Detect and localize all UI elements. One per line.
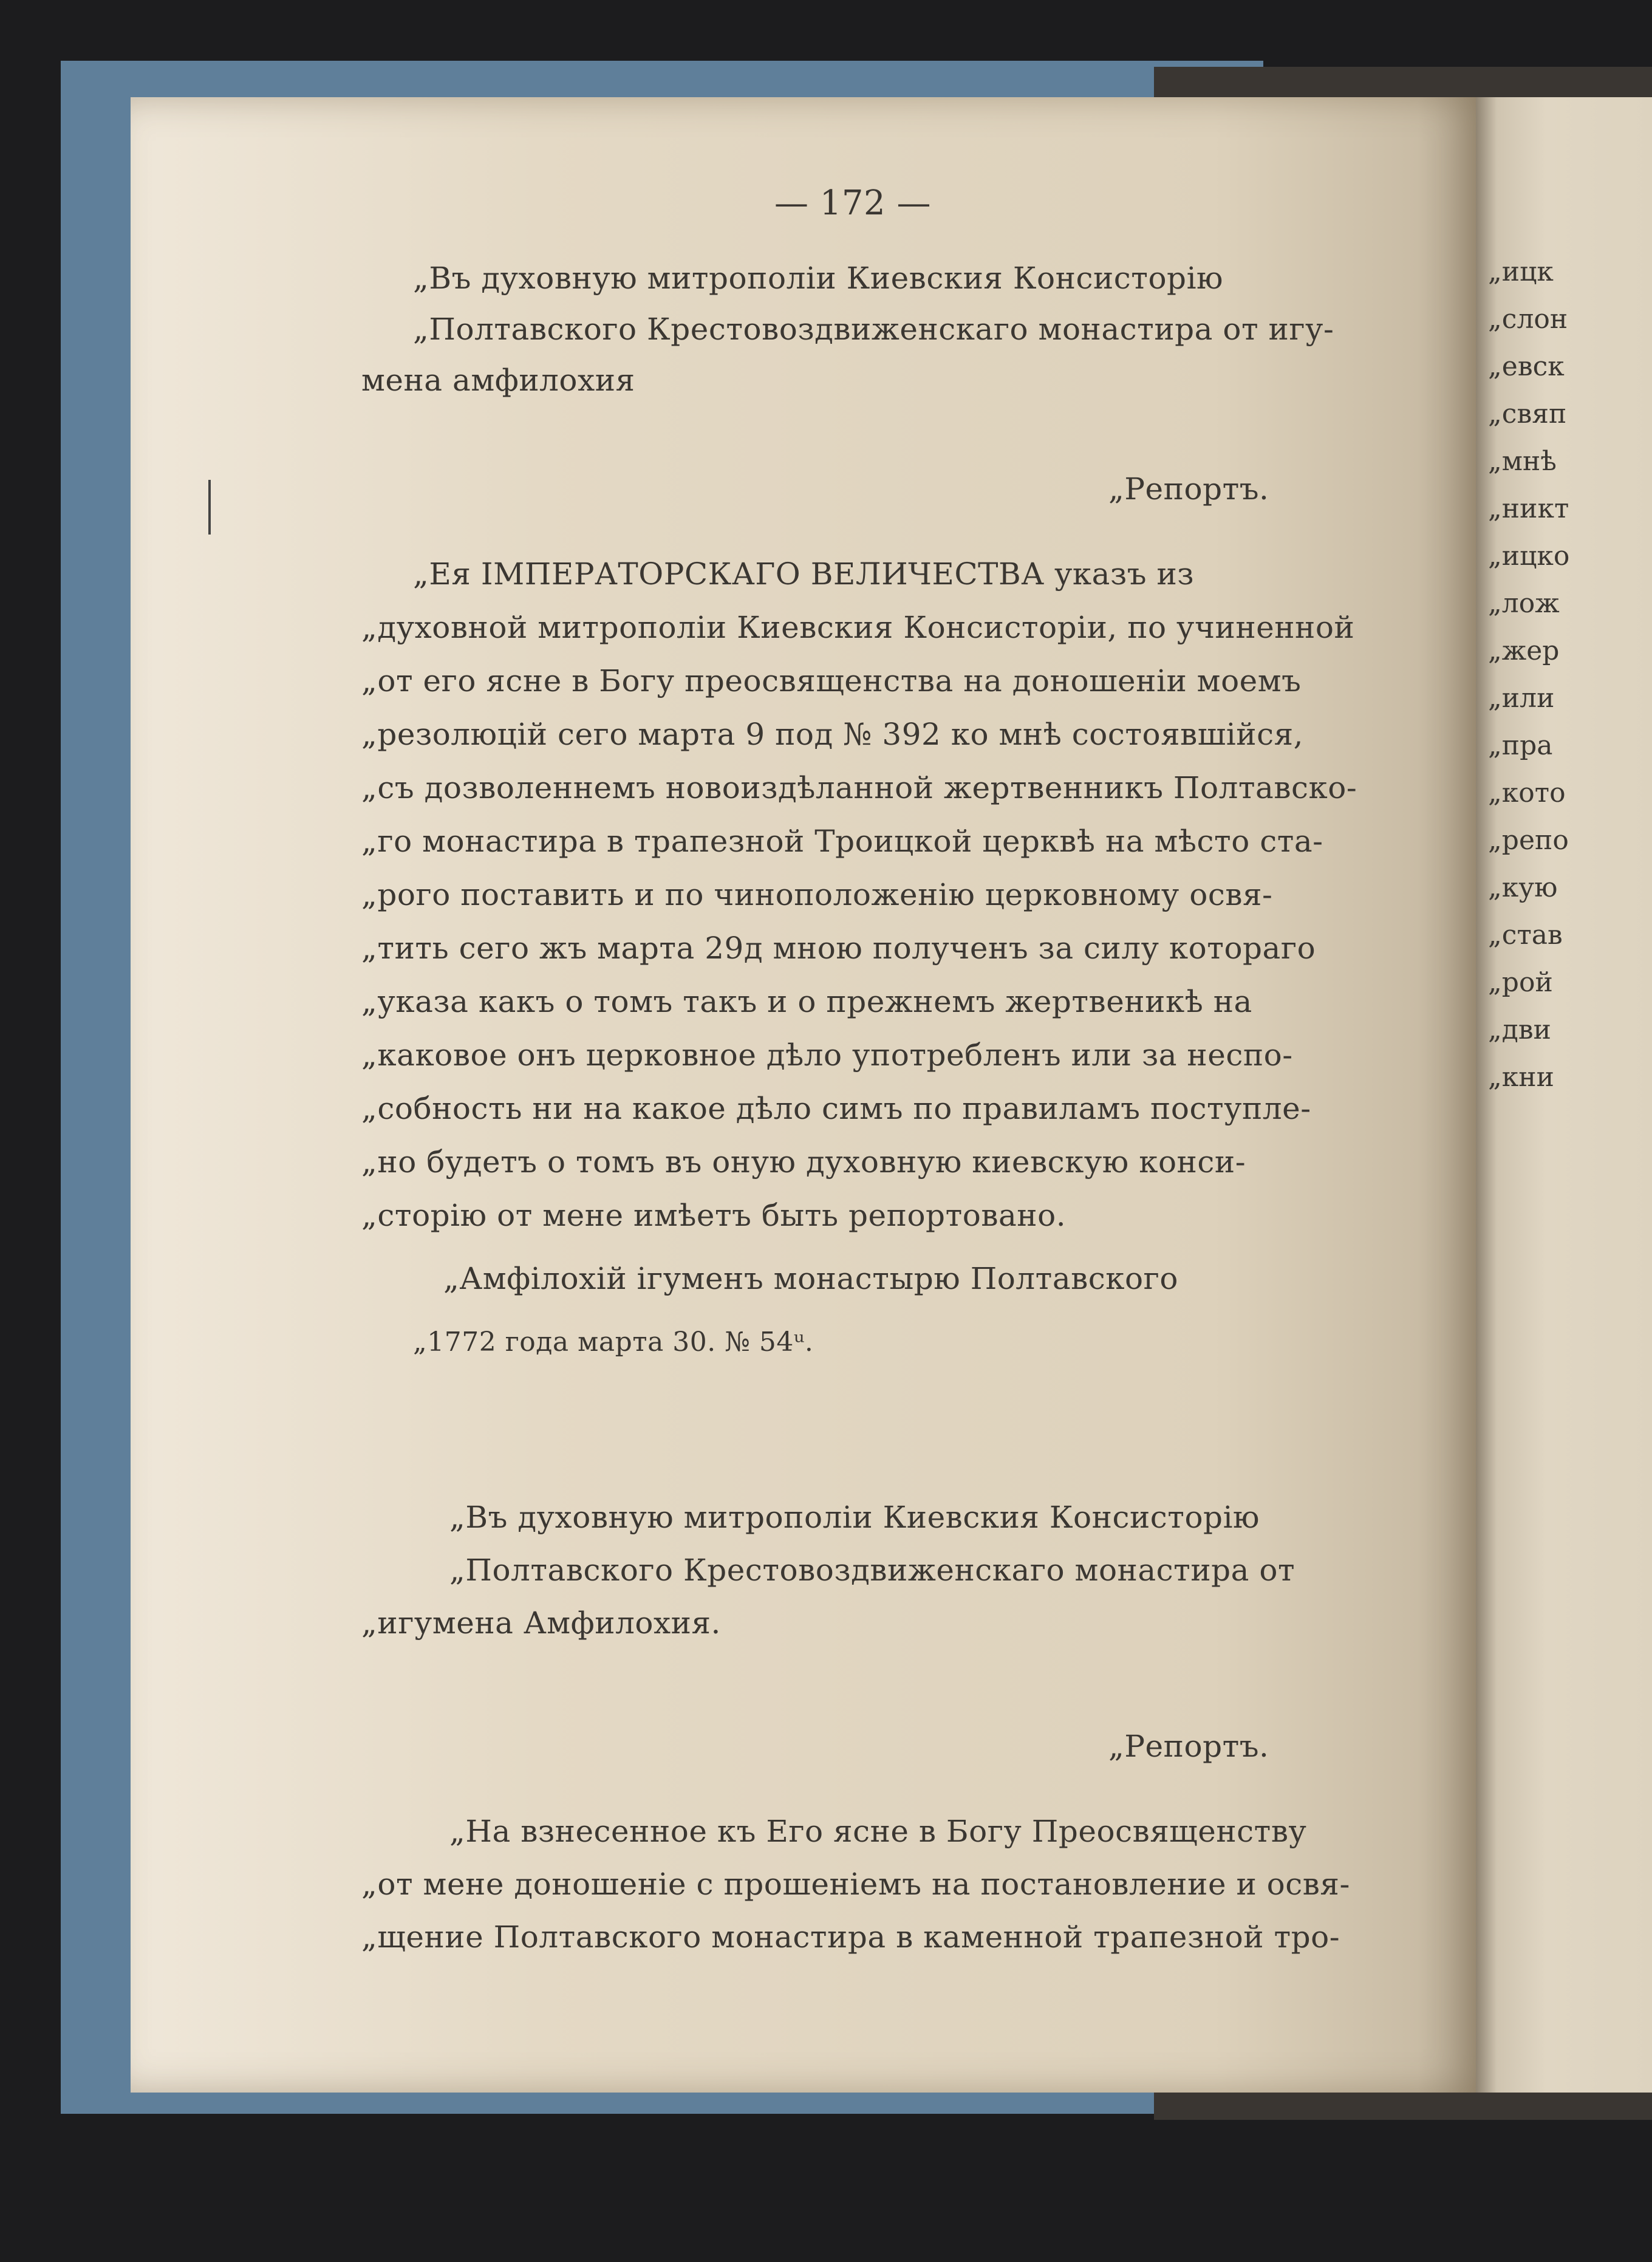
- right-page-fragment: „или: [1488, 683, 1555, 714]
- heading-report: „Репортъ.: [1108, 471, 1269, 507]
- text-line: „щение Полтавского монастира в каменной трапезной тро-: [361, 1919, 1340, 1955]
- right-page-fragment: „никт: [1488, 493, 1569, 524]
- text-line: „го монастира в трапезной Троицкой церквѣ на мѣсто ста-: [361, 824, 1323, 859]
- right-page-fragment: „пра: [1488, 730, 1553, 761]
- signature-line: „Амфілохій ігуменъ монастырю Полтавского: [443, 1261, 1178, 1296]
- text-line: „резолюцій сего марта 9 под № 392 ко мнѣ состоявшійся,: [361, 717, 1304, 752]
- text-line: „указа какъ о томъ такъ и о прежнемъ жертвеникѣ на: [361, 984, 1252, 1019]
- right-page-fragment: „свяп: [1488, 398, 1567, 429]
- right-page-fragment: „мнѣ: [1488, 446, 1557, 477]
- right-page-fragment: „кую: [1488, 872, 1558, 903]
- pencil-mark: [208, 480, 211, 535]
- text-line: „игумена Амфилохия.: [361, 1605, 721, 1641]
- text-line: „но будетъ о томъ въ оную духовную киевскую конси-: [361, 1144, 1246, 1180]
- text-line: „духовной митрополіи Киевския Консисторіи, по учиненной: [361, 610, 1355, 645]
- right-page-fragment: „кото: [1488, 777, 1566, 808]
- text-line: „рого поставить и по чиноположенію церковному освя-: [361, 877, 1273, 912]
- right-page-fragment: „став: [1488, 920, 1563, 951]
- text-line: „Въ духовную митрополіи Киевския Консисторію: [449, 1500, 1260, 1535]
- right-page-fragment: „кни: [1488, 1062, 1554, 1093]
- text-line: „тить сего жъ марта 29д мною полученъ за силу котораго: [361, 931, 1316, 966]
- page-number: — 172 —: [774, 183, 931, 223]
- text-line: „от его ясне в Богу преосвященства на доношеніи моемъ: [361, 663, 1302, 699]
- text-line: „съ дозволеннемъ новоиздѣланной жертвенникъ Полтавско-: [361, 770, 1357, 805]
- text-line: „Въ духовную митрополіи Киевския Консисторію: [413, 261, 1224, 296]
- right-page-fragment: „ицко: [1488, 541, 1570, 572]
- right-page-fragment: „ицк: [1488, 256, 1554, 287]
- heading-report: „Репортъ.: [1108, 1729, 1269, 1764]
- right-page-fragment: „лож: [1488, 588, 1560, 619]
- right-page-fragment: „слон: [1488, 304, 1568, 335]
- text-line: „сторію от мене имѣетъ быть репортовано.: [361, 1198, 1067, 1233]
- text-line: „каковое онъ церковное дѣло употребленъ или за неспо-: [361, 1037, 1293, 1073]
- right-page-fragment: „евск: [1488, 351, 1565, 382]
- right-page-fragment: „дви: [1488, 1014, 1551, 1045]
- text-line: „Полтавского Крестовоздвиженскаго монастира от: [449, 1553, 1295, 1588]
- text-line: „Полтавского Крестовоздвиженскаго монастира от игу-: [413, 312, 1334, 347]
- text-line: „от мене доношеніе с прошеніемъ на постановление и освя-: [361, 1867, 1350, 1902]
- right-page-fragment: „жер: [1488, 635, 1560, 666]
- date-line: „1772 года марта 30. № 54ᵘ.: [413, 1327, 814, 1358]
- right-page-fragment: „репо: [1488, 825, 1569, 856]
- text-line: „Ея ІМПЕРАТОРСКАГО ВЕЛИЧЕСТВА указъ из: [413, 556, 1195, 592]
- right-page-fragment: „рой: [1488, 967, 1553, 998]
- text-line: „собность ни на какое дѣло симъ по правиламъ поступле-: [361, 1091, 1311, 1126]
- text-line: „На взнесенное къ Его ясне в Богу Преосвященству: [449, 1814, 1307, 1849]
- text-line: мена амфилохия: [361, 363, 635, 398]
